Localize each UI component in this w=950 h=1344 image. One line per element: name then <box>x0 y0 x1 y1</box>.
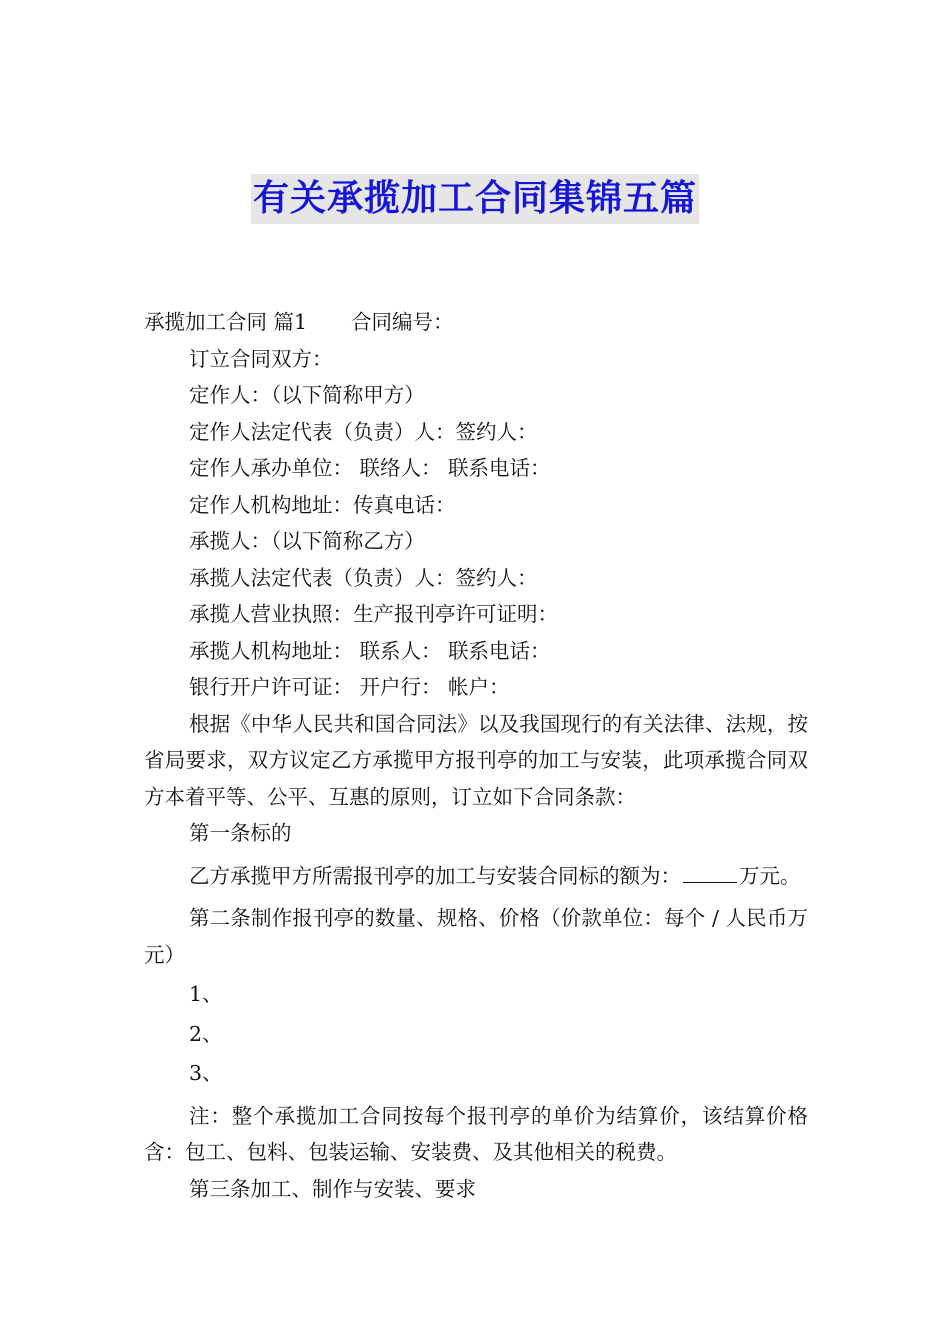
document-title: 有关承揽加工合同集锦五篇 <box>251 174 699 224</box>
party-line: 定作人：（以下简称甲方） <box>189 383 425 407</box>
party-line: 定作人法定代表（负责）人：签约人： <box>189 419 538 444</box>
parties-intro: 订立合同双方： <box>189 346 333 371</box>
article-3-title: 第三条加工、制作与安装、要求 <box>189 1176 476 1201</box>
amount-blank <box>683 860 737 883</box>
title-container <box>0 174 950 224</box>
contract-label: 承揽加工合同 篇1 <box>144 310 308 334</box>
list-item: 3、 <box>189 1061 223 1085</box>
list-item: 1、 <box>189 982 223 1006</box>
party-line: 承揽人营业执照：生产报刊亭许可证明： <box>189 602 558 626</box>
preamble-paragraph: 根据《中华人民共和国合同法》以及我国现行的有关法律、法规，按省局要求，双方议定乙方承揽甲方报刊亭的加工与安装，此项承揽合同双方本着平等、公平、互惠的原则，订立如下合同条款： <box>144 711 808 809</box>
party-line: 承揽人机构地址： 联系人： 联系电话： <box>189 638 551 663</box>
party-line: 承揽人：（以下简称乙方） <box>189 529 425 553</box>
article-1-text <box>144 858 808 895</box>
contract-heading <box>144 304 808 341</box>
party-line: 银行开户许可证： 开户行： 帐户： <box>189 675 510 699</box>
article-1-text-before: 乙方承揽甲方所需报刊亭的加工与安装合同标的额为： <box>189 863 681 888</box>
party-line: 定作人承办单位： 联络人： 联系电话： <box>189 456 551 480</box>
party-line: 承揽人法定代表（负责）人：签约人： <box>189 565 538 590</box>
party-line: 定作人机构地址：传真电话： <box>189 492 456 517</box>
list-item: 2、 <box>189 1021 223 1046</box>
article-1-text-after: 万元。 <box>739 863 801 888</box>
note-paragraph: 注：整个承揽加工合同按每个报刊亭的单价为结算价，该结算价格含：包工、包料、包装运输、安装费、及其他相关的税费。 <box>144 1103 808 1164</box>
document-body <box>144 304 808 1207</box>
article-1-title: 第一条标的 <box>189 821 292 845</box>
article-2-title: 第二条制作报刊亭的数量、规格、价格（价款单位：每个 / 人民币万元） <box>144 906 808 967</box>
contract-number: 合同编号： <box>351 310 454 334</box>
